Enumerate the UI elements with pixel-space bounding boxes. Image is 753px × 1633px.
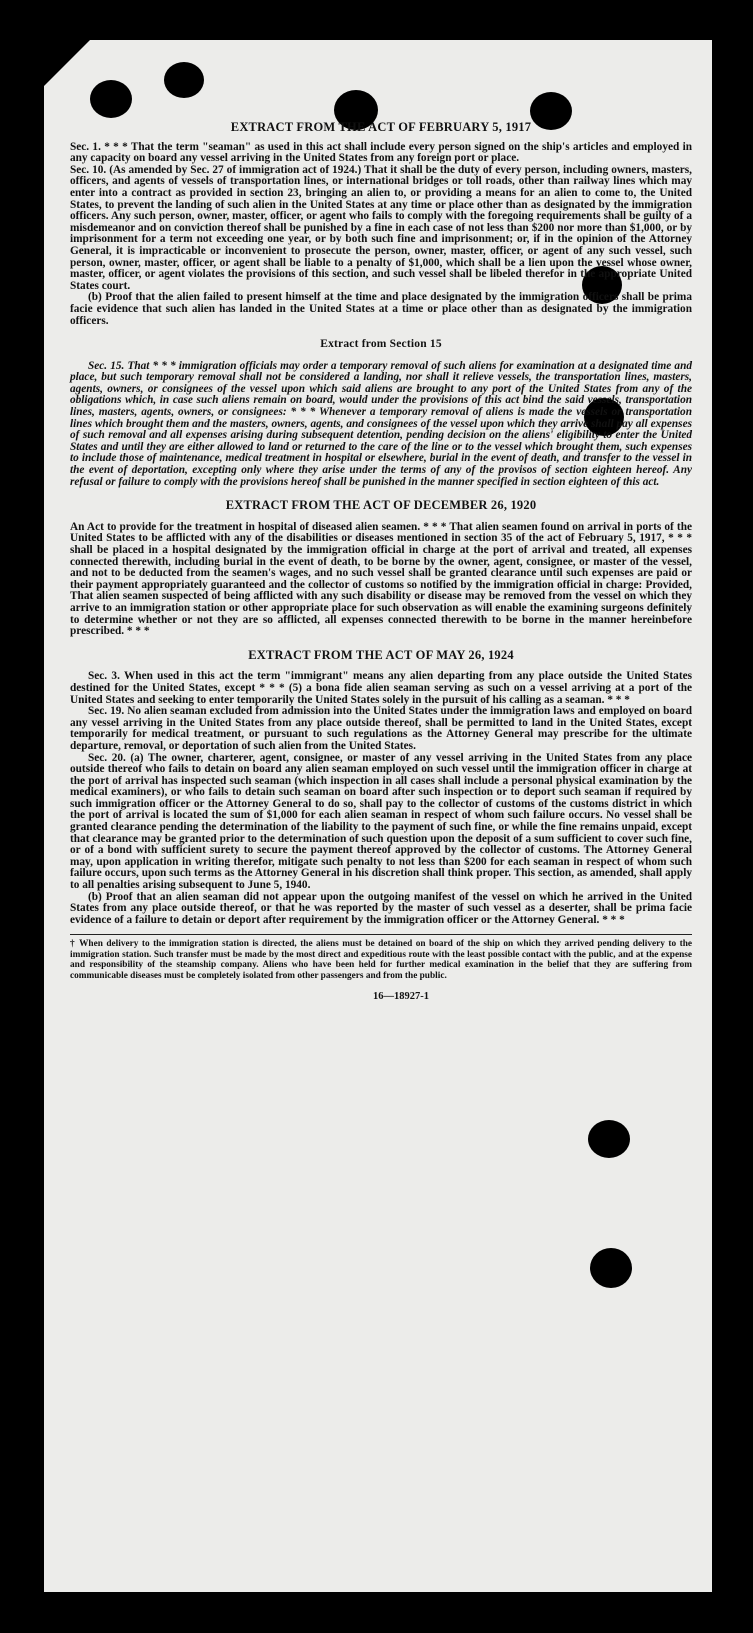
document-body [70,116,692,1003]
section-1-paragraph: Sec. 1. * * * That the term "seaman" as used in this act shall include every person signed on the ship's articles and employed in any capacity on board any vessel arriving in the United States from any foreign port or place. [70,140,692,165]
punch-hole [588,1120,630,1158]
torn-corner [44,40,90,86]
punch-hole [590,1248,632,1288]
heading-act-1924: EXTRACT FROM THE ACT OF MAY 26, 1924 [248,647,514,662]
heading-section-15: Extract from Section 15 [320,338,442,351]
section-19-paragraph: Sec. 19. No alien seaman excluded from admission into the United States under the immigration laws and employed on board any vessel arriving in the United States from any place outside thereof, shall be permitted to land in the United States, except temporarily for medical treatment, or pursuant to such regulations as the Attorney General may prescribe for the ultimate departure, removal, or deportation of such alien from the United States. [70,705,692,752]
section-15-block [70,361,692,489]
footnote-divider [70,934,692,935]
section-10b-paragraph: (b) Proof that the alien failed to present himself at the time and place designated by the immigration officers shall be prima facie evidence that such alien has landed in the United States at a time or place other than as designated by the immigration officers. [70,291,692,327]
section-10-paragraph: Sec. 10. (As amended by Sec. 27 of immigration act of 1924.) That it shall be the duty of every person, including owners, masters, officers, and agents of vessels of transportation lines, or international bridges or toll roads, other than railway lines which may enter into a contract as provided in section 23, bringing an alien to, or providing a means for an alien to come to, the United States, to prevent the landing of such alien in the United States at any time or place other than as designated by the immigration officers. Any such person, owner, master, officer, or agent who fails to comply with the foregoing requirements shall be guilty of a misdemeanor and on conviction thereof shall be punished by a fine in each case of not less than $200 nor more than $1,000, or by imprisonment for a term not exceeding one year, or by both such fine and imprisonment; or, if in the opinion of the Attorney General, it is impracticable or inconvenient to prosecute the person, owner, master, officer, or agent of any such vessel, such person, owner, master, officer, or agent shall be liable to a penalty of $1,000, which shall be a lien upon the vessel whose owner, master, officer, or agent violates the provisions of this section, and such vessel shall be libeled therefor in the appropriate United States court. [70,163,692,292]
act-1920-paragraph: An Act to provide for the treatment in hospital of diseased alien seamen. * * * That alien seamen found on arrival in ports of the United States to be afflicted with any of the disabilities or diseases mentioned in section 35 of the act of February 5, 1917, * * * shall be placed in a hospital designated by the immigration official in charge at the port of arrival and treated, all expenses connected therewith, including burial in the event of death, to be borne by the owner, agent, consignee, or master of the vessel, and not to be deducted from the seamen's wages, and no such vessel shall be granted clearance until such expenses are paid or their payment appropriately guaranteed and the collector of customs so notified by the immigration official in charge: Provided, That alien seamen suspected of being afflicted with any such disability or disease may be removed from the vessel on which they arrive to an immigration station or other appropriate place for such observation as will enable the examining surgeons definitely to determine whether or not they are so afflicted, all expenses connected therewith to be borne in the manner hereinbefore prescribed. * * * [70,520,692,638]
print-code: 16—18927-1 [373,991,429,1003]
punch-hole [164,62,204,98]
punch-hole [90,80,132,118]
footnote: † When delivery to the immigration station is directed, the aliens must be detained on board of the ship on which they arrived pending delivery to the immigration station. Such transfer must be made by the most direct and expeditious route with the least possible contact with the public, and at the expense and responsibility of the steamship company. Aliens who have been held for further medical examination in the belief that they are suffering from communicable diseases must be completely isolated from other passengers and from the public. [70,939,692,981]
section-20-paragraph: Sec. 20. (a) The owner, charterer, agent, consignee, or master of any vessel arriving in the United States from any place outside thereof who fails to detain on board any alien seaman employed on such vessel until the immigration officer in charge at the port of arrival has inspected such seaman (which inspection in all cases shall include a personal physical examination by the medical examiners), or who fails to detain such seaman on board after such inspection or to deport such seaman if required by such immigration officer or the Attorney General to do so, shall pay to the collector of customs of the customs district in which the port of arrival is located the sum of $1,000 for each alien seaman in respect of whom such failure occurs. No vessel shall be granted clearance pending the determination of the liability to the payment of such fine, or while the fine remains unpaid, except that clearance may be granted prior to the determination of such question upon the deposit of a sum sufficient to cover such fine, or of a bond with sufficient surety to secure the payment thereof approved by the collector of customs. The Attorney General may, upon application in writing therefor, mitigate such penalty to not less than $200 for each seaman in respect of whom such failure occurs, upon such terms as the Attorney General in his discretion shall think proper. This section, as amended, shall apply to all penalties arising subsequent to June 5, 1940. [70,751,692,892]
heading-act-1917: EXTRACT FROM THE ACT OF FEBRUARY 5, 1917 [230,120,532,134]
document-page [44,40,712,1592]
section-15-paragraph: Sec. 15. That * * * immigration officials may order a temporary removal of such aliens for examination at a designated time and place, but such temporary removal shall not be considered a landing, nor shall it relieve vessels, the transportation lines, masters, agents, owners, or consignees of the vessel upon which said aliens are brought to any port of the United States from any of the obligations which, in case such aliens remain on board, would under the provisions of this act bind the said vessels, transportation lines, masters, agents, owners, or consignees: * * * Whenever a temporary removal of aliens is made the vessels or transportation lines which brought them and the masters, owners, agents, and consignees of the vessel upon which they arrive shall pay all expenses of such removal and all expenses arising during subsequent detention, pending decision on the aliens' eligibility to enter the United States and until they are either allowed to land or returned to the care of the line or to the vessel which brought them, such expenses to include those of maintenance, medical treatment in hospital or elsewhere, burial in the event of death, and transfer to the vessel in the event of deportation, excepting only where they arise under the terms of any of the provisos of section eighteen hereof. Any refusal or failure to comply with the provisions hereof shall be punished in the manner specified in section eighteen of this act. [70,359,692,488]
section-20b-paragraph: (b) Proof that an alien seaman did not appear upon the outgoing manifest of the vessel on which he arrived in the United States from any place outside thereof, or that he was reported by the master of such vessel as a deserter, shall be prima facie evidence of a failure to detain or deport after requirement by the immigration officer or the Attorney General. * * * [70,890,692,926]
section-3-paragraph: Sec. 3. When used in this act the term "immigrant" means any alien departing from any place outside the United States destined for the United States, except * * * (5) a bona fide alien seaman serving as such on a vessel arriving at a port of the United States and seeking to enter temporarily the United States solely in the pursuit of his calling as a seaman. * * * [70,670,692,706]
heading-act-1920: EXTRACT FROM THE ACT OF DECEMBER 26, 1920 [225,498,537,513]
